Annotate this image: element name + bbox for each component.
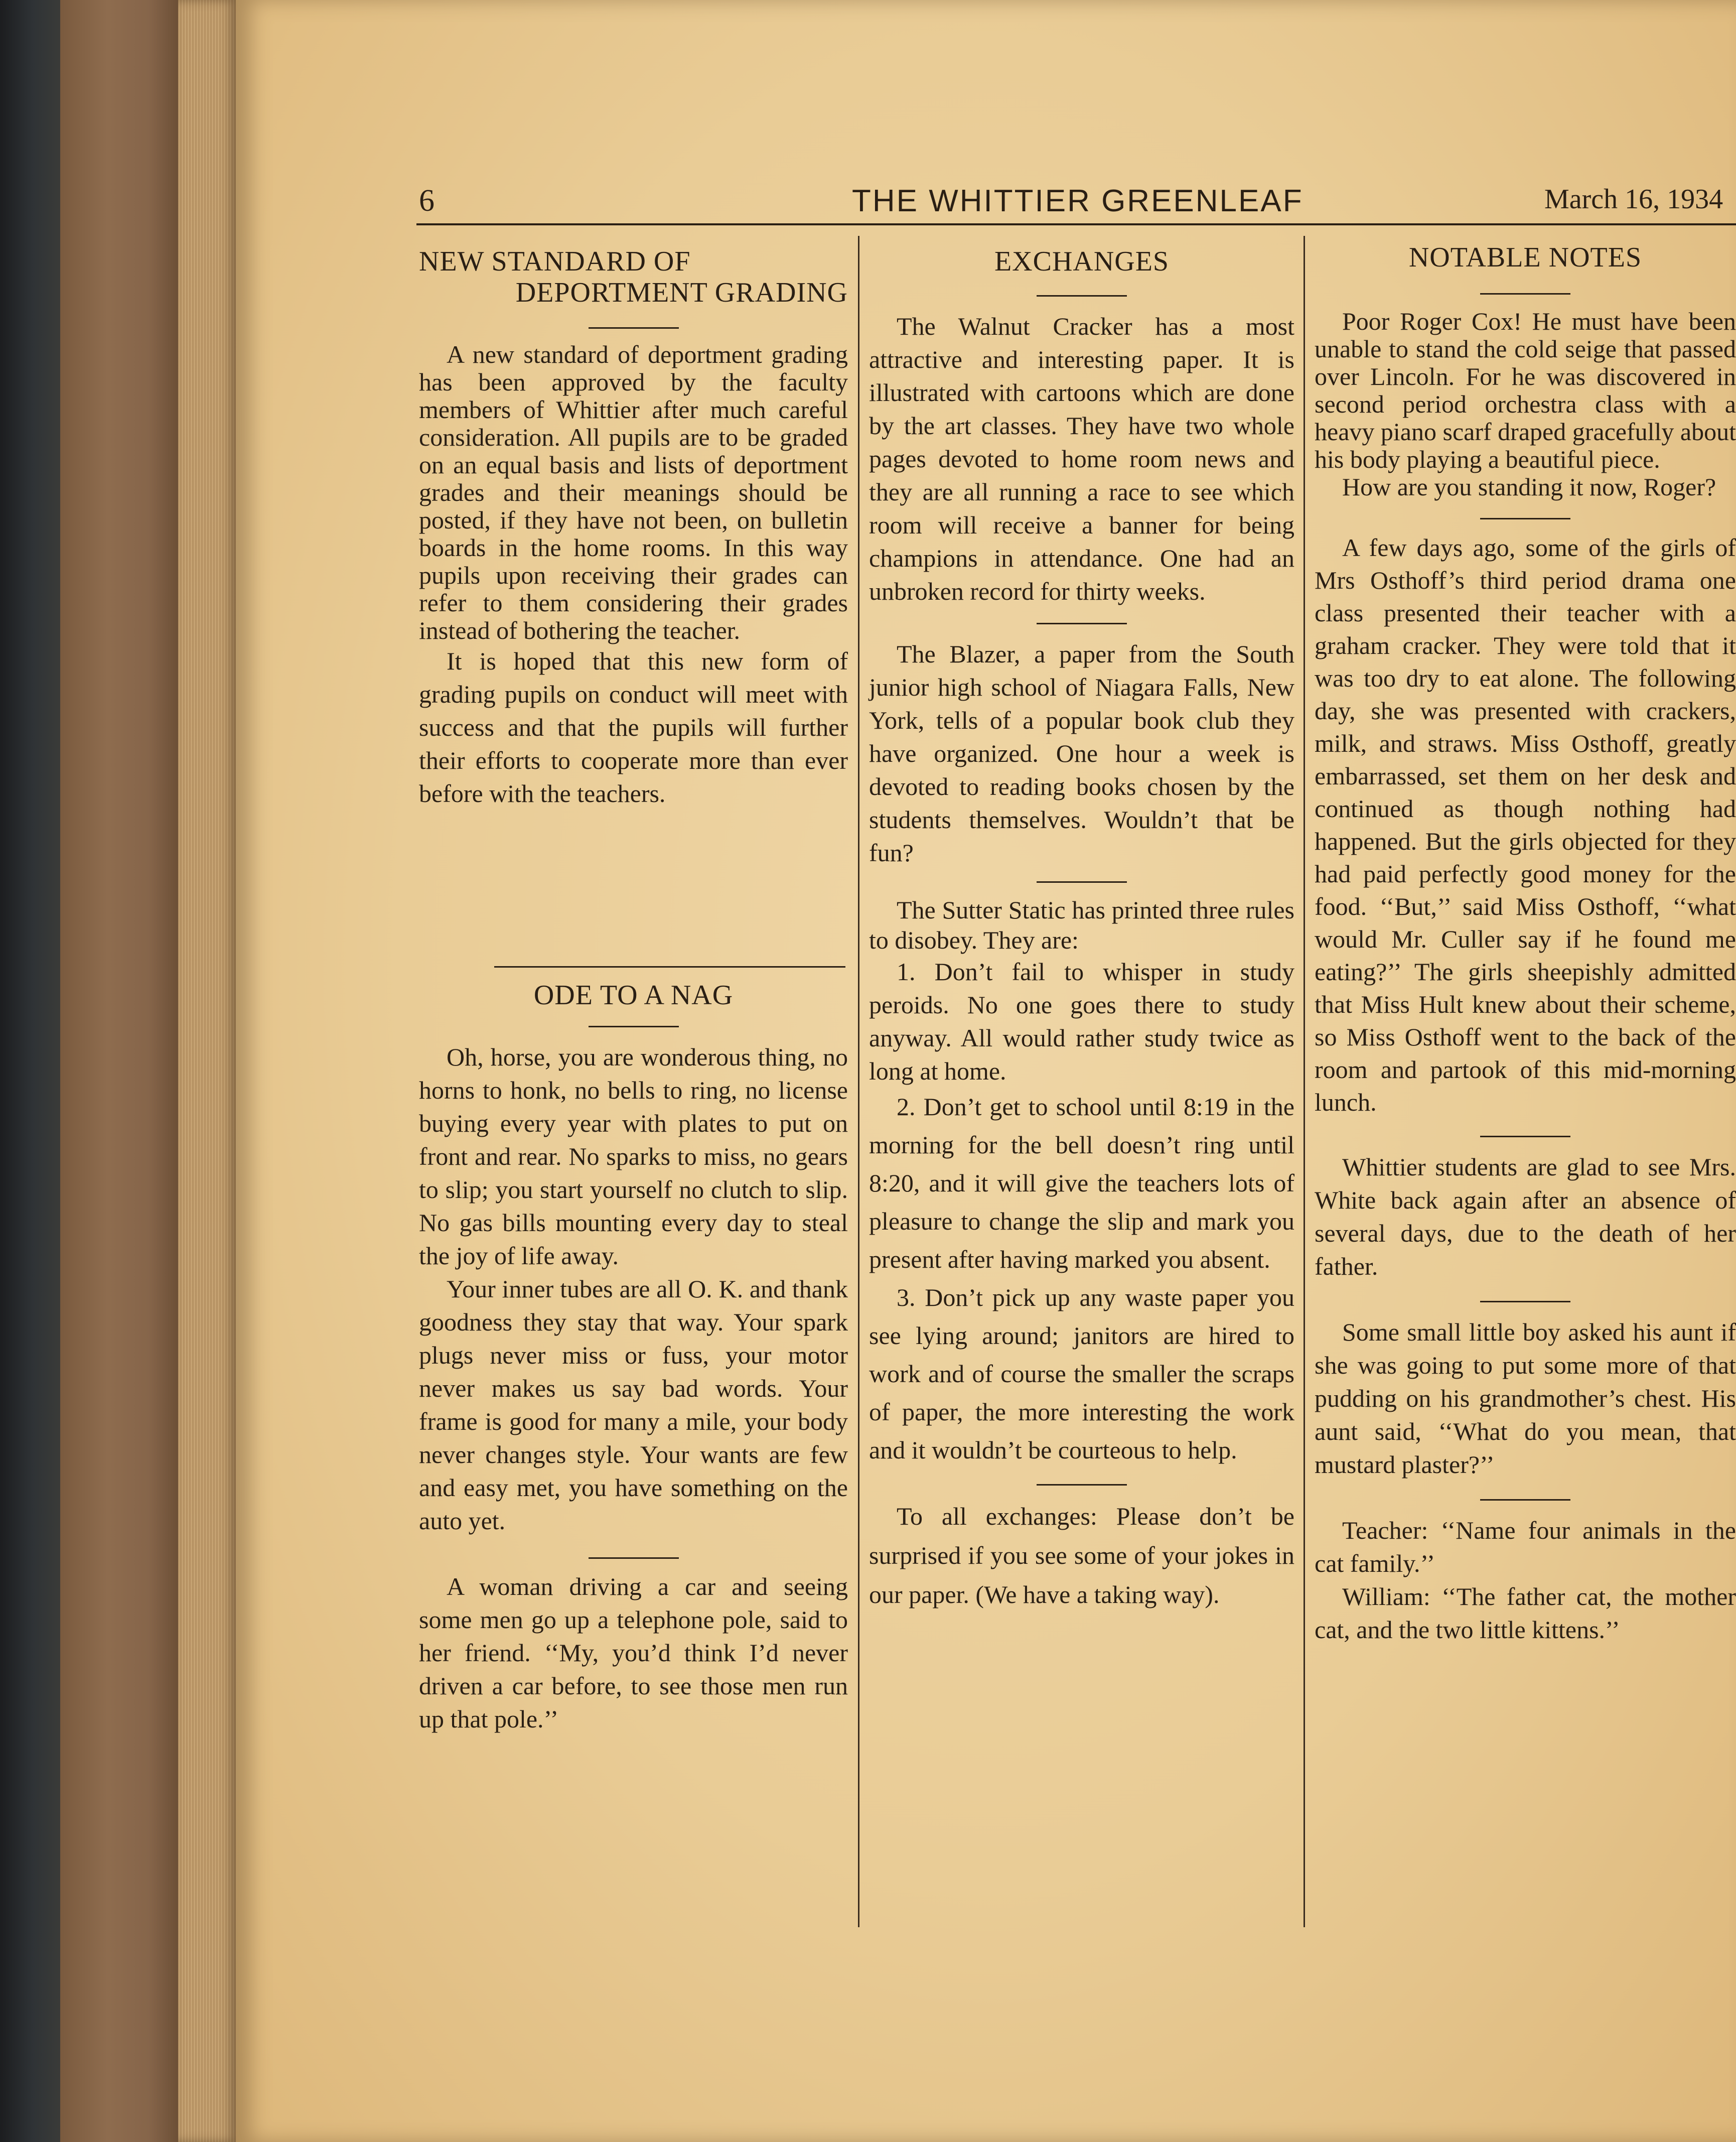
article-deportment [419, 246, 848, 810]
section-rule [589, 327, 679, 329]
issue-date: March 16, 1934 [1544, 184, 1723, 215]
article-paragraph: Poor Roger Cox! He must have been unable to stand the cold seige that passed over Lincoln. For he was discovered in second period orchestra class with a heavy piano scarf draped gracefully about his body playing a beautiful piece. [1315, 307, 1736, 473]
header-rule [416, 223, 1736, 225]
column-divider [1304, 236, 1305, 1927]
article-paragraph: The Blazer, a paper from the South junior high school of Niagara Falls, New York, tells of a popular book club they have organized. One hour a week is devoted to reading books chosen by the students themselves. Wouldn’t that be fun? [869, 640, 1294, 867]
newspaper-page [236, 0, 1736, 2142]
section-rule [589, 1026, 679, 1027]
section-rule [589, 1557, 679, 1559]
article-paragraph: Your inner tubes are all O. K. and thank goodness they stay that way. Your spark plugs never miss or fuss, your motor never makes us say bad words. Your frame is good for many a mile, your body never changes style. Your wants are few and easy met, you have something on the auto yet. [419, 1275, 848, 1535]
article-paragraph: The Sutter Static has printed three rules to disobey. They are: [869, 896, 1294, 954]
section-rule [1037, 295, 1127, 297]
article-paragraph: 3. Don’t pick up any waste paper you see lying around; janitors are hired to work and of course the smaller the scraps of paper, the more interesting the work and it wouldn’t be courteous to help. [869, 1283, 1294, 1464]
section-rule [1037, 623, 1127, 624]
article-title: EXCHANGES [994, 246, 1170, 277]
page-header [236, 183, 1736, 223]
article-paragraph: Whittier students are glad to see Mrs. White back again after an absence of several days, due to the death of her father. [1315, 1153, 1736, 1280]
page-number: 6 [419, 184, 435, 218]
article-title: DEPORTMENT GRADING [515, 277, 848, 308]
article-paragraph: 2. Don’t get to school until 8:19 in the morning for the bell doesn’t ring until 8:20, and it will give the teachers lots of pleasure to change the slip and mark you present after having marked you absent. [869, 1093, 1294, 1273]
article-paragraph: Oh, horse, you are wonderous thing, no horns to honk, no bells to ring, no license buying every year with plates to put on front and rear. No sparks to miss, no gears to slip; you start yourself no clutch to slip. No gas bills mounting every day to steal the joy of life away. [419, 1043, 848, 1270]
article-paragraph: Some small little boy asked his aunt if she was going to put some more of that pudding on his grandmother’s chest. His aunt said, ‘‘What do you mean, that mustard plaster?’’ [1315, 1318, 1736, 1479]
article-paragraph: A new standard of deportment grading has been approved by the faculty members of Whittier after much careful consideration. All pupils are to be graded on an equal basis and lists of deportment grades and their meanings should be posted, if they have not been, on bulletin boards in the home rooms. In this way pupils upon receiving their grades can refer to them considering their grades instead of bothering the teacher. [419, 340, 848, 644]
article-title: NEW STANDARD OF [419, 246, 691, 277]
article-paragraph: It is hoped that this new form of grading pupils on conduct will meet with success and that the pupils will further their efforts to cooperate more than ever before with the teachers. [419, 647, 848, 808]
article-notable-notes [1315, 241, 1736, 1646]
article-paragraph: Teacher: ‘‘Name four animals in the cat family.’’ [1315, 1516, 1736, 1577]
article-paragraph: 1. Don’t fail to whisper in study peroids. No one goes there to study anyway. All would rather study twice as long at home. [869, 958, 1294, 1085]
book-binding [0, 0, 60, 2142]
article-paragraph: How are you standing it now, Roger? [1342, 473, 1716, 501]
section-rule [1037, 881, 1127, 883]
article-paragraph: The Walnut Cracker has a most attractive and interesting paper. It is illustrated with cartoons which are done by the art classes. They have two whole pages devoted to home room news and they are all running a race to see which room will receive a banner for being champions in attendance. One had an unbroken record for thirty weeks. [869, 312, 1294, 605]
article-paragraph: William: ‘‘The father cat, the mother cat, and the two little kittens.’’ [1315, 1582, 1736, 1644]
article-ode [419, 979, 848, 1735]
section-rule [1480, 1301, 1570, 1302]
article-exchanges [869, 245, 1294, 1614]
article-title: NOTABLE NOTES [1408, 242, 1642, 273]
page-edges [178, 0, 236, 2142]
section-rule [1037, 1484, 1127, 1486]
book-cover-cloth [60, 0, 178, 2142]
section-rule [494, 966, 845, 968]
article-paragraph: To all exchanges: Please don’t be surprised if you see some of your jokes in our paper. (We have a taking way). [869, 1502, 1294, 1609]
column-divider [858, 236, 859, 1927]
section-rule [1480, 1136, 1570, 1137]
newspaper-title: THE WHITTIER GREENLEAF [852, 184, 1304, 218]
section-rule [1480, 518, 1570, 519]
article-paragraph: A woman driving a car and seeing some men go up a telephone pole, said to her friend. ‘‘My, you’d think I’d never driven a car before, to see those men run up that pole.’’ [419, 1572, 848, 1733]
section-rule [1480, 1499, 1570, 1501]
article-title: ODE TO A NAG [533, 980, 734, 1011]
article-paragraph: A few days ago, some of the girls of Mrs Osthoff’s third period drama one class presented their teacher with a graham cracker. They were told that it was too dry to eat alone. The following day, she was presented with crackers, milk, and straws. Miss Osthoff, greatly embarrassed, set them on her desk and continued as though nothing had happened. But the girls objected for they had paid perfectly good money for the food. ‘‘But,’’ said Miss Osthoff, ‘‘what would Mr. Culler say if he found me eating?’’ The girls sheepishly admitted that Miss Hult knew about their scheme, so Miss Osthoff went to the back of the room and partook of this mid-morning lunch. [1315, 533, 1736, 1116]
section-rule [1480, 293, 1570, 295]
